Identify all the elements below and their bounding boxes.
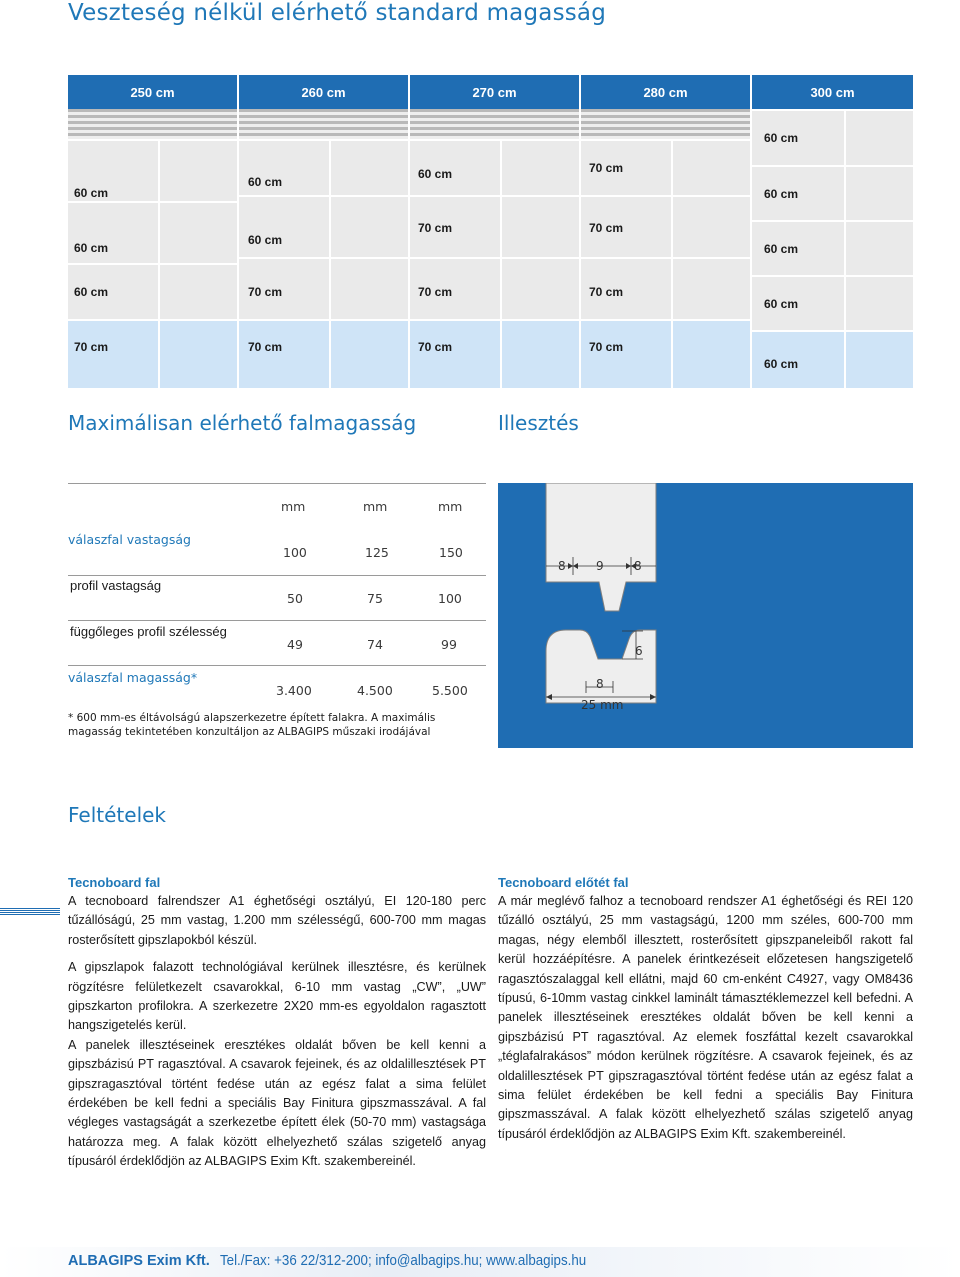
dim-middle: 9 <box>596 559 604 573</box>
joint-title: Illesztés <box>498 411 579 435</box>
wall-panel: 60 cm <box>239 195 408 257</box>
table-rule <box>68 665 486 666</box>
table-cell: 125 <box>365 545 389 560</box>
joint-diagram <box>498 483 913 748</box>
paragraph: A már meglévő falhoz a tecnoboard rendszer A1 éghetőségi és REI 120 tűzálló osztályú, 25 mm vastagságú, 1200 mm széles, 600-700 mm magas, négy elemből illesztett, rosterősített gipszpaneleiből rakott fal kerül hozzáépítésre. A panelek érintkezéseit előzetesen hangszigetelő ragasztószalaggal kell ellátni, majd 60 cm-enként C4927, vagy OM8436 típusú, 6-10mm vastag cinkkel laminált támasztéklemezzel kell befedni. A panelek illesztéseinek eresztékes oldalát bőven be kell kenni a gipszbázisú PT ragasztóval. Az elemek foszfáttal kezelt csavarokkal „téglafalrakásos” módon kerülnek rögzítésre. A csavarok fejeinek, és az oldalillesztések PT gipszragasztóval történt fedése után az egész falat a sima felület érdekében be kell fedni a speciális Bay Finitura gipszmasszával. A falak között elhelyezhető szálas szigetelő anyag típusáról érdeklődjön az ALBAGIPS Exim Kft. szakembereinél. <box>498 894 913 1141</box>
wall-panel: 70 cm <box>68 319 237 388</box>
wall-panel: 70 cm <box>581 319 750 388</box>
conditions-title: Feltételek <box>68 803 167 827</box>
ceiling-track <box>68 109 237 139</box>
wall-panel: 60 cm <box>752 220 913 275</box>
unit-header: mm <box>363 499 388 514</box>
wall-panel: 70 cm <box>581 195 750 257</box>
max-height-title: Maximálisan elérhető falmagasság <box>68 411 417 435</box>
wall-panel: 60 cm <box>68 201 237 263</box>
wall-panel: 70 cm <box>239 319 408 388</box>
page-title: Veszteség nélkül elérhető standard magasság <box>68 0 607 26</box>
paragraph: A panelek illesztéseinek eresztékes oldalát bőven be kell kenni a gipszbázisú PT ragasztóval. A csavarok fejeinek, és az oldalillesztések PT gipszragasztóval történt fedése után az egész falat a sima felület érdekében be kell fedni a speciális Bay Finitura gipszmasszával. A fal végleges vastagságát a szerkezetbe épített élek (50-70 mm) vastagsága határozza meg. A falak között elhelyezhető szálas szigetelő anyag típusáról érdeklődjön az ALBAGIPS Exim Kft. szakembereinél. <box>68 1037 486 1169</box>
wall-column-heading: 300 cm <box>752 75 913 109</box>
row-label-wall-thickness: válaszfal vastagság <box>68 532 191 547</box>
unit-header: mm <box>438 499 463 514</box>
wall-column-heading: 250 cm <box>68 75 237 109</box>
wall-panel: 70 cm <box>581 257 750 319</box>
dim-right: 8 <box>634 559 642 573</box>
wall-column-heading: 260 cm <box>239 75 408 109</box>
wall-panel: 60 cm <box>752 165 913 220</box>
dim-total: 25 mm <box>581 698 624 712</box>
wall-panel: 70 cm <box>410 195 579 257</box>
right-column-text <box>498 892 913 1144</box>
table-cell: 74 <box>367 637 383 652</box>
table-cell: 3.400 <box>276 683 312 698</box>
footnote: * 600 mm-es éltávolságú alapszerkezetre épített falakra. A maximális magasság tekintetében konzultáljon az ALBAGIPS műszaki irodájával <box>68 712 436 738</box>
table-cell: 75 <box>367 591 383 606</box>
wall-column-260 <box>239 75 410 388</box>
table-cell: 150 <box>439 545 463 560</box>
contact-info: Tel./Fax: +36 22/312-200; info@albagips.hu; www.albagips.hu <box>219 1253 587 1269</box>
wall-panel: 60 cm <box>410 139 579 195</box>
wall-panel: 60 cm <box>752 275 913 330</box>
dim-bottom-gap: 8 <box>596 677 604 691</box>
right-column-heading: Tecnoboard előtét fal <box>498 875 629 890</box>
table-rule <box>68 575 486 576</box>
row-label-profile-width: függőleges profil szélesség <box>70 624 227 639</box>
table-cell: 50 <box>287 591 303 606</box>
wall-height-diagram <box>68 75 913 388</box>
dim-depth: 6 <box>635 644 643 658</box>
wall-column-250 <box>68 75 239 388</box>
dim-left: 8 <box>558 559 566 573</box>
wall-panel: 60 cm <box>752 330 913 388</box>
wall-panel: 70 cm <box>410 257 579 319</box>
row-label-wall-height: válaszfal magasság* <box>68 670 198 685</box>
joint-profile-drawing <box>498 483 913 748</box>
wall-column-heading: 270 cm <box>410 75 579 109</box>
left-column-text <box>68 892 486 1172</box>
decorative-stripe <box>0 908 60 915</box>
wall-column-300 <box>752 75 913 388</box>
paragraph: A tecnoboard falrendszer A1 éghetőségi osztályú, EI 120-180 perc tűzállóságú, 25 mm vastag, 1.200 mm szélességű, 600-700 mm magas rosterősített gipszlapokból készül. <box>68 894 486 947</box>
table-cell: 100 <box>283 545 307 560</box>
wall-panel: 70 cm <box>410 319 579 388</box>
table-cell: 49 <box>287 637 303 652</box>
max-height-table <box>68 483 486 748</box>
company-name: ALBAGIPS Exim Kft. <box>68 1253 210 1269</box>
wall-column-heading: 280 cm <box>581 75 750 109</box>
left-column-heading: Tecnoboard fal <box>68 875 161 890</box>
wall-panel: 60 cm <box>752 109 913 165</box>
table-cell: 4.500 <box>357 683 393 698</box>
wall-panel: 70 cm <box>581 139 750 195</box>
table-cell: 100 <box>438 591 462 606</box>
wall-panel: 60 cm <box>239 139 408 195</box>
row-label-profile-thickness: profil vastagság <box>70 578 162 593</box>
wall-column-270 <box>410 75 581 388</box>
ceiling-track <box>410 109 579 139</box>
paragraph: A gipszlapok falazott technológiával kerülnek illesztésre, és kerülnek rögzítésre felületkezelt csavarokkal, 6-10 mm vastag „CW”, „UW” gipszkarton profilokra. A szerkezetre 2X20 mm-es egyoldalon ragasztott hangszigetelés kerül. <box>68 960 486 1033</box>
ceiling-track <box>239 109 408 139</box>
table-rule <box>68 483 486 484</box>
ceiling-track <box>581 109 750 139</box>
table-rule <box>68 620 486 621</box>
wall-panel: 70 cm <box>239 257 408 319</box>
table-cell: 5.500 <box>432 683 468 698</box>
wall-column-280 <box>581 75 752 388</box>
footer <box>0 1247 960 1277</box>
unit-header: mm <box>281 499 306 514</box>
wall-panel: 60 cm <box>68 139 237 201</box>
wall-panel: 60 cm <box>68 263 237 319</box>
table-cell: 99 <box>441 637 457 652</box>
